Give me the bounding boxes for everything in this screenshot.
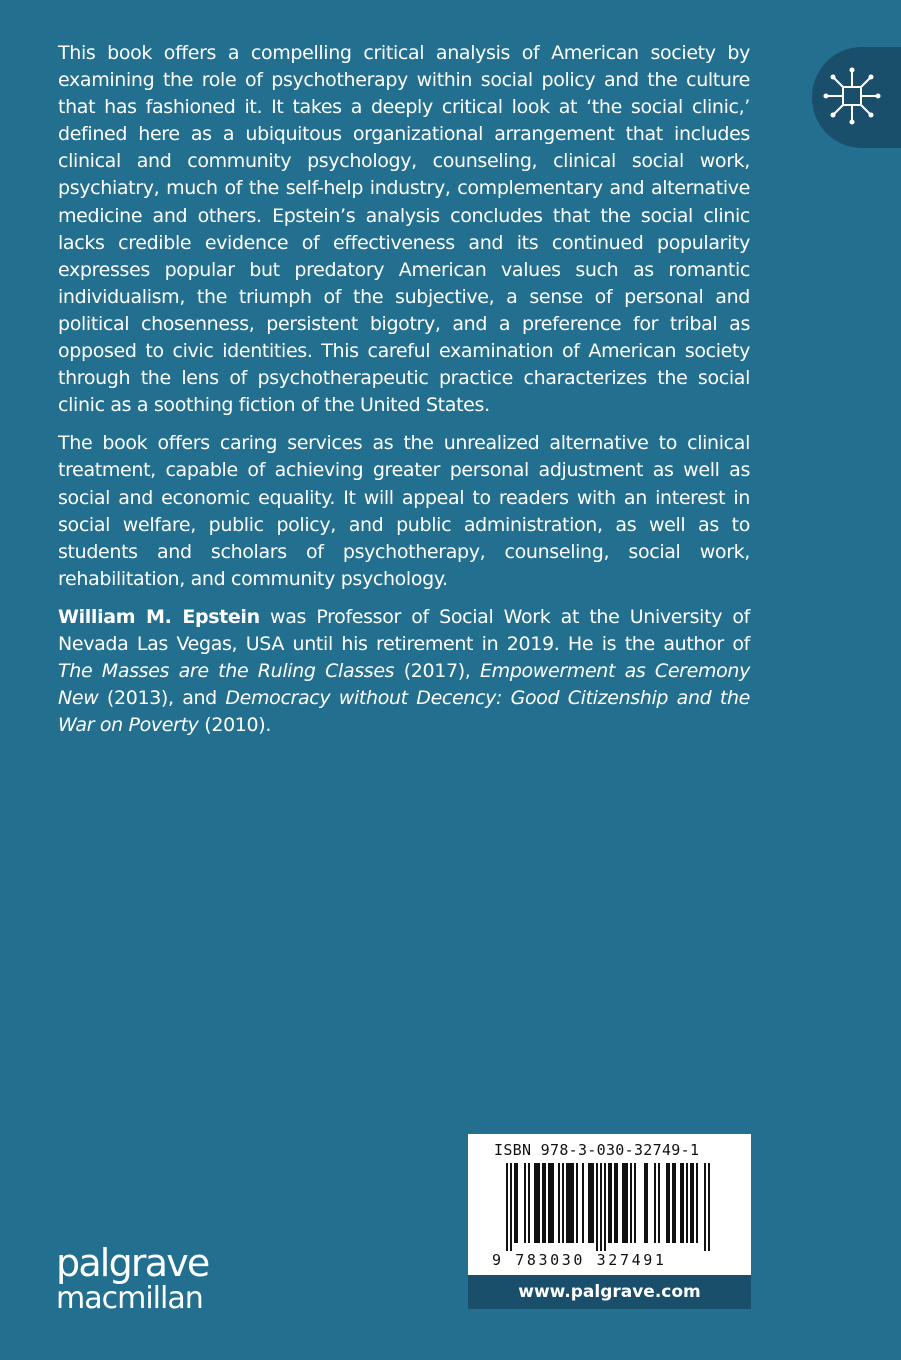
palgrave-star-icon	[822, 66, 882, 126]
barcode-bar	[666, 1163, 668, 1243]
barcode-bar	[536, 1163, 538, 1243]
barcode-bar	[610, 1163, 612, 1243]
barcode-bar	[634, 1163, 636, 1243]
isbn-barcode-box	[468, 1134, 751, 1275]
author-bio-text-4: (2010).	[198, 714, 272, 737]
isbn-label: ISBN 978-3-030-32749-1	[494, 1141, 700, 1159]
barcode-bar	[672, 1163, 674, 1243]
barcode-bar	[552, 1163, 554, 1243]
barcode-bar	[704, 1163, 706, 1251]
barcode-bar	[516, 1163, 518, 1243]
barcode-bar	[590, 1163, 592, 1243]
barcode-bar	[616, 1163, 618, 1243]
barcode-bar	[658, 1163, 660, 1243]
barcode-bar	[514, 1163, 516, 1243]
author-bio	[58, 604, 750, 739]
barcode-bar	[582, 1163, 584, 1243]
barcode-bar	[576, 1163, 578, 1243]
barcode-bar	[596, 1163, 598, 1251]
author-bio-text-1: was Professor of Social Work at the University of Nevada Las Vegas, USA until his retirement in 2019. He is the author of	[58, 605, 750, 655]
barcode-bar	[550, 1163, 552, 1243]
barcode-bar	[686, 1163, 688, 1243]
barcode-bar	[538, 1163, 540, 1243]
barcode-bar	[510, 1163, 512, 1251]
barcode-bar	[626, 1163, 628, 1243]
barcode-bar	[548, 1163, 550, 1243]
barcode-image	[506, 1163, 712, 1251]
palgrave-macmillan-logo	[56, 1241, 209, 1316]
blurb-paragraph-2: The book offers caring services as the unrealized alternative to clinical treatment, capable of achieving greater personal adjustment as well as social and economic equality. It will appeal to readers with an interest in social welfare, public policy, and public administration, as well as to students and scholars of psychotherapy, counseling, social work, rehabilitation, and community psychology.	[58, 432, 750, 590]
barcode-bar	[568, 1163, 570, 1243]
barcode-bar	[692, 1163, 694, 1243]
barcode-bar	[524, 1163, 526, 1243]
logo-line-macmillan: macmillan	[56, 1281, 203, 1316]
barcode-bar	[566, 1163, 568, 1243]
barcode-bar	[690, 1163, 692, 1243]
barcode-bar	[570, 1163, 572, 1243]
logo-line-palgrave: palgrave	[56, 1241, 209, 1285]
website-bar	[468, 1275, 751, 1309]
book-title-2: Empowerment as Ceremony New	[58, 660, 750, 710]
barcode-bar	[630, 1163, 632, 1243]
barcode-bar	[572, 1163, 574, 1243]
barcode-bar	[682, 1163, 684, 1243]
corner-tab	[812, 47, 901, 148]
barcode-bar	[696, 1163, 698, 1243]
back-cover-blurb	[58, 40, 750, 750]
barcode-bar	[588, 1163, 590, 1243]
barcode-bar	[544, 1163, 546, 1243]
book-title-3: Democracy without Decency: Good Citizenship and the War on Poverty	[58, 687, 750, 737]
barcode-bar	[542, 1163, 544, 1243]
barcode-bar	[562, 1163, 564, 1243]
barcode-bar	[622, 1163, 624, 1243]
barcode-bar	[506, 1163, 508, 1251]
barcode-bar	[608, 1163, 610, 1243]
barcode-bar	[534, 1163, 536, 1243]
barcode-bar	[708, 1163, 710, 1251]
barcode-bar	[604, 1163, 606, 1251]
barcode-digits: 9 783030 327491	[492, 1251, 667, 1269]
author-bio-text-2: (2017),	[394, 660, 480, 683]
website-link[interactable]: www.palgrave.com	[518, 1282, 701, 1302]
barcode-bar	[644, 1163, 646, 1243]
barcode-bar	[654, 1163, 656, 1243]
author-name: William M. Epstein	[58, 605, 260, 628]
barcode-bar	[558, 1163, 560, 1243]
barcode-bar	[528, 1163, 530, 1243]
barcode-bar	[614, 1163, 616, 1243]
barcode-bar	[592, 1163, 594, 1243]
barcode-bar	[600, 1163, 602, 1251]
book-title-1: The Masses are the Ruling Classes	[58, 660, 395, 683]
author-bio-text-3: (2013), and	[98, 687, 226, 710]
blurb-paragraph-1: This book offers a compelling critical analysis of American society by examining the role of psychotherapy within social policy and the culture that has fashioned it. It takes a deeply critical look at ‘the social clinic,’ defined here as a ubiquitous organizational arrangement that includes clinical and community psychology, counseling, clinical social work, psychiatry, much of the self-help industry, complementary and alternative medicine and others. Epstein’s analysis concludes that the social clinic lacks credible evidence of effectiveness and its continued popularity expresses popular but predatory American values such as romantic individualism, the triumph of the subjective, a sense of personal and political chosenness, persistent bigotry, and a preference for tribal as opposed to civic identities. This careful examination of American society through the lens of psychotherapeutic practice characterizes the social clinic as a soothing fiction of the United States.	[58, 42, 750, 417]
barcode-bar	[668, 1163, 670, 1243]
barcode-bar	[680, 1163, 682, 1243]
barcode-bar	[674, 1163, 676, 1243]
barcode-bar	[624, 1163, 626, 1243]
barcode-bar	[646, 1163, 648, 1243]
